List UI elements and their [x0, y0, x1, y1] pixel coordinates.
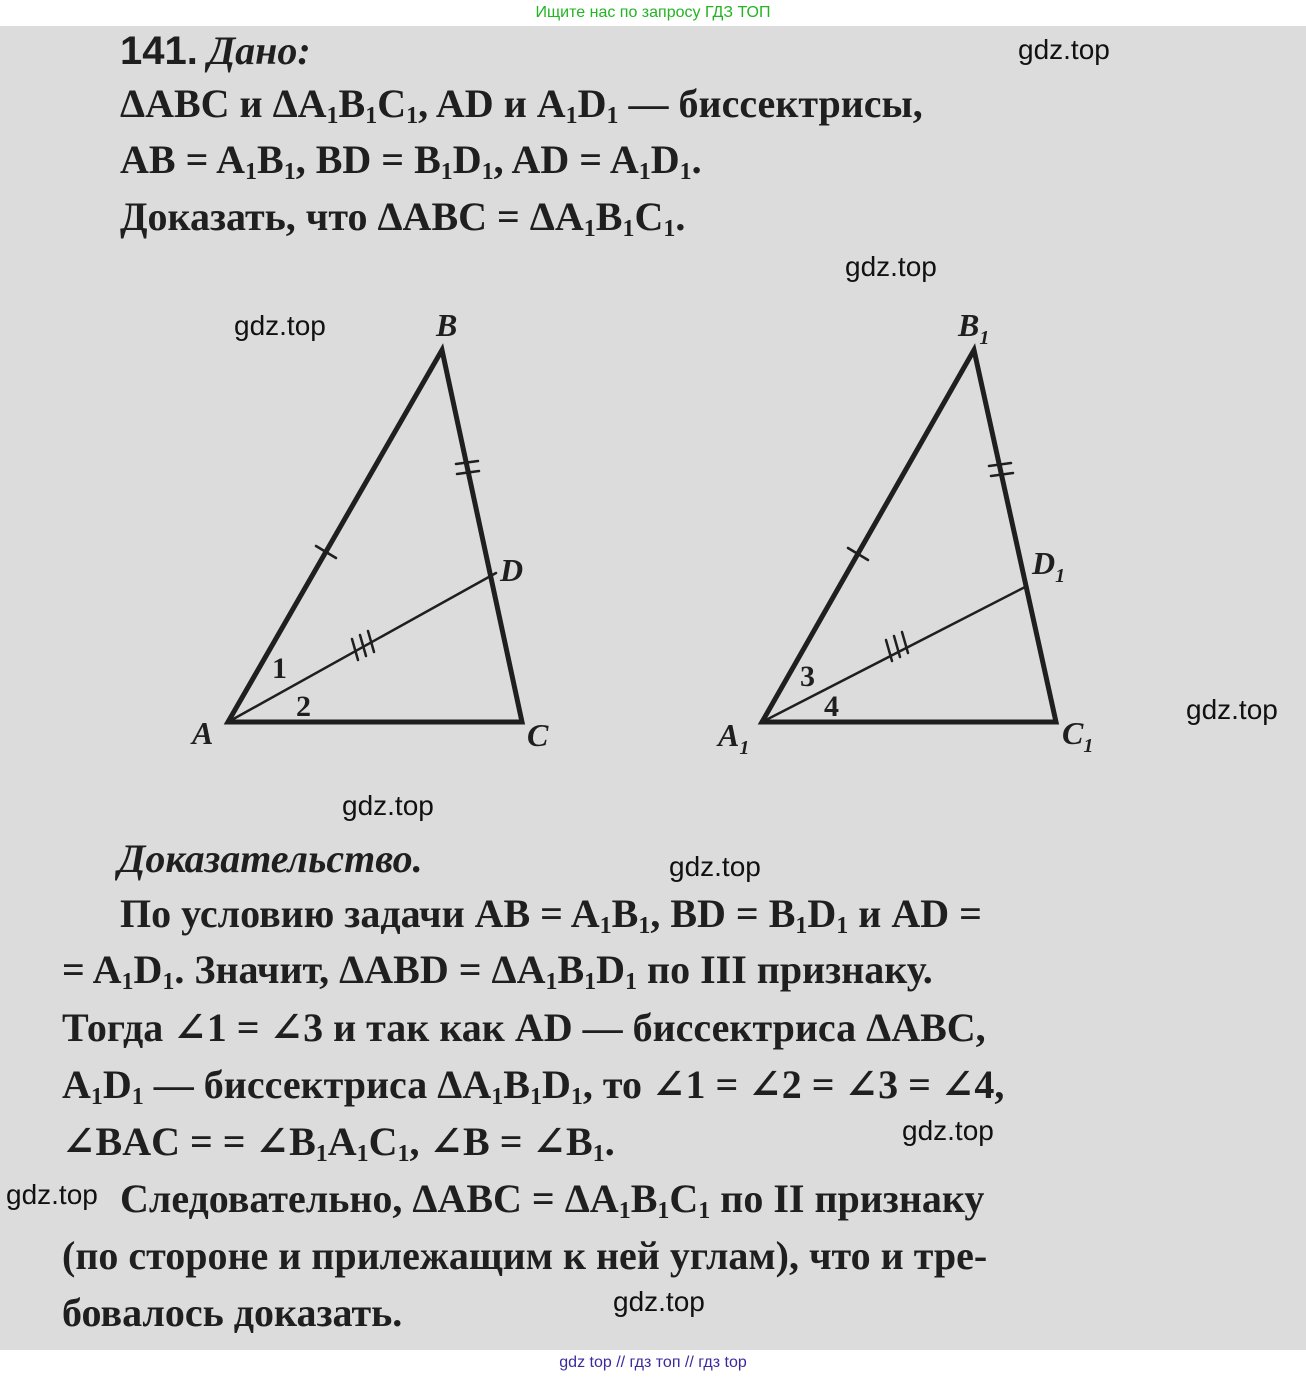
proof-line-4: $A_1D_1$ — биссектриса $\Delta A_1B_1D_1$, то ∠1 = ∠2 = ∠3 = ∠4, [62, 1062, 1005, 1110]
label-c: C [527, 717, 549, 753]
watermark: gdz.top [613, 1286, 705, 1317]
given-label: Дано: [207, 28, 311, 73]
watermark: gdz.top [342, 790, 434, 821]
problem-number: 141. [120, 29, 198, 73]
bottom-banner[interactable]: gdz top // гдз топ // гдз top [559, 1354, 747, 1371]
watermark: gdz.top [902, 1115, 994, 1146]
tick-bd-2 [457, 471, 479, 474]
triangles-figure [0, 26, 1306, 826]
label-b1: $B_1$ [958, 307, 990, 349]
watermark: gdz.top [1186, 694, 1278, 725]
label-c1: $C_1$ [1062, 715, 1094, 757]
label-b: B [436, 307, 458, 343]
proof-line-7: (по стороне и прилежащим к ней углам), что и тре- [62, 1233, 988, 1278]
watermark: gdz.top [6, 1179, 98, 1210]
tick-b1d1-2 [991, 473, 1013, 476]
textbook-page [0, 26, 1306, 1350]
top-banner[interactable]: Ищите нас по запросу ГДЗ ТОП [535, 4, 771, 21]
watermark: gdz.top [845, 251, 937, 282]
tick-b1d1-1 [989, 463, 1011, 466]
proof-heading: Доказательство. [118, 836, 423, 881]
label-a: A [192, 715, 214, 751]
prove-line: Доказать, что $\Delta ABC = \Delta A_1B_1C_1$. [120, 194, 686, 242]
label-a1: $A_1$ [718, 717, 750, 759]
given-line-2: AB = $A_1B_1$, BD = $B_1D_1$, AD = $A_1D_1$. [120, 137, 702, 185]
given-line-1: ΔABC и $\Delta A_1B_1C_1$, AD и $A_1D_1$ — биссектрисы, [120, 81, 923, 129]
proof-line-1: По условию задачи AB = $A_1B_1$, BD = $B_1D_1$ и AD = [120, 891, 982, 939]
watermark: gdz.top [1018, 34, 1110, 65]
angle-2-label: 2 [296, 690, 311, 723]
angle-3-label: 3 [800, 660, 815, 693]
label-d1: $D_1$ [1032, 545, 1066, 587]
angle-4-label: 4 [824, 690, 839, 723]
angle-1-label: 1 [272, 652, 287, 685]
tick-bd-1 [456, 461, 478, 464]
proof-line-5: ∠BAC = = $\angle B_1A_1C_1$, ∠B = $\angle B_1$. [62, 1119, 615, 1167]
label-d: D [500, 552, 524, 588]
proof-line-8: бовалось доказать. [62, 1290, 403, 1335]
proof-line-3: Тогда ∠1 = ∠3 и так как AD — биссектриса ΔABC, [62, 1005, 986, 1050]
watermark: gdz.top [234, 310, 326, 341]
proof-line-2: = $A_1D_1$. Значит, $\Delta ABD = \Delta A_1B_1D_1$ по III признаку. [62, 947, 933, 995]
proof-line-6: Следовательно, $\Delta ABC = \Delta A_1B_1C_1$ по II признаку [120, 1176, 985, 1224]
watermark: gdz.top [669, 851, 761, 882]
